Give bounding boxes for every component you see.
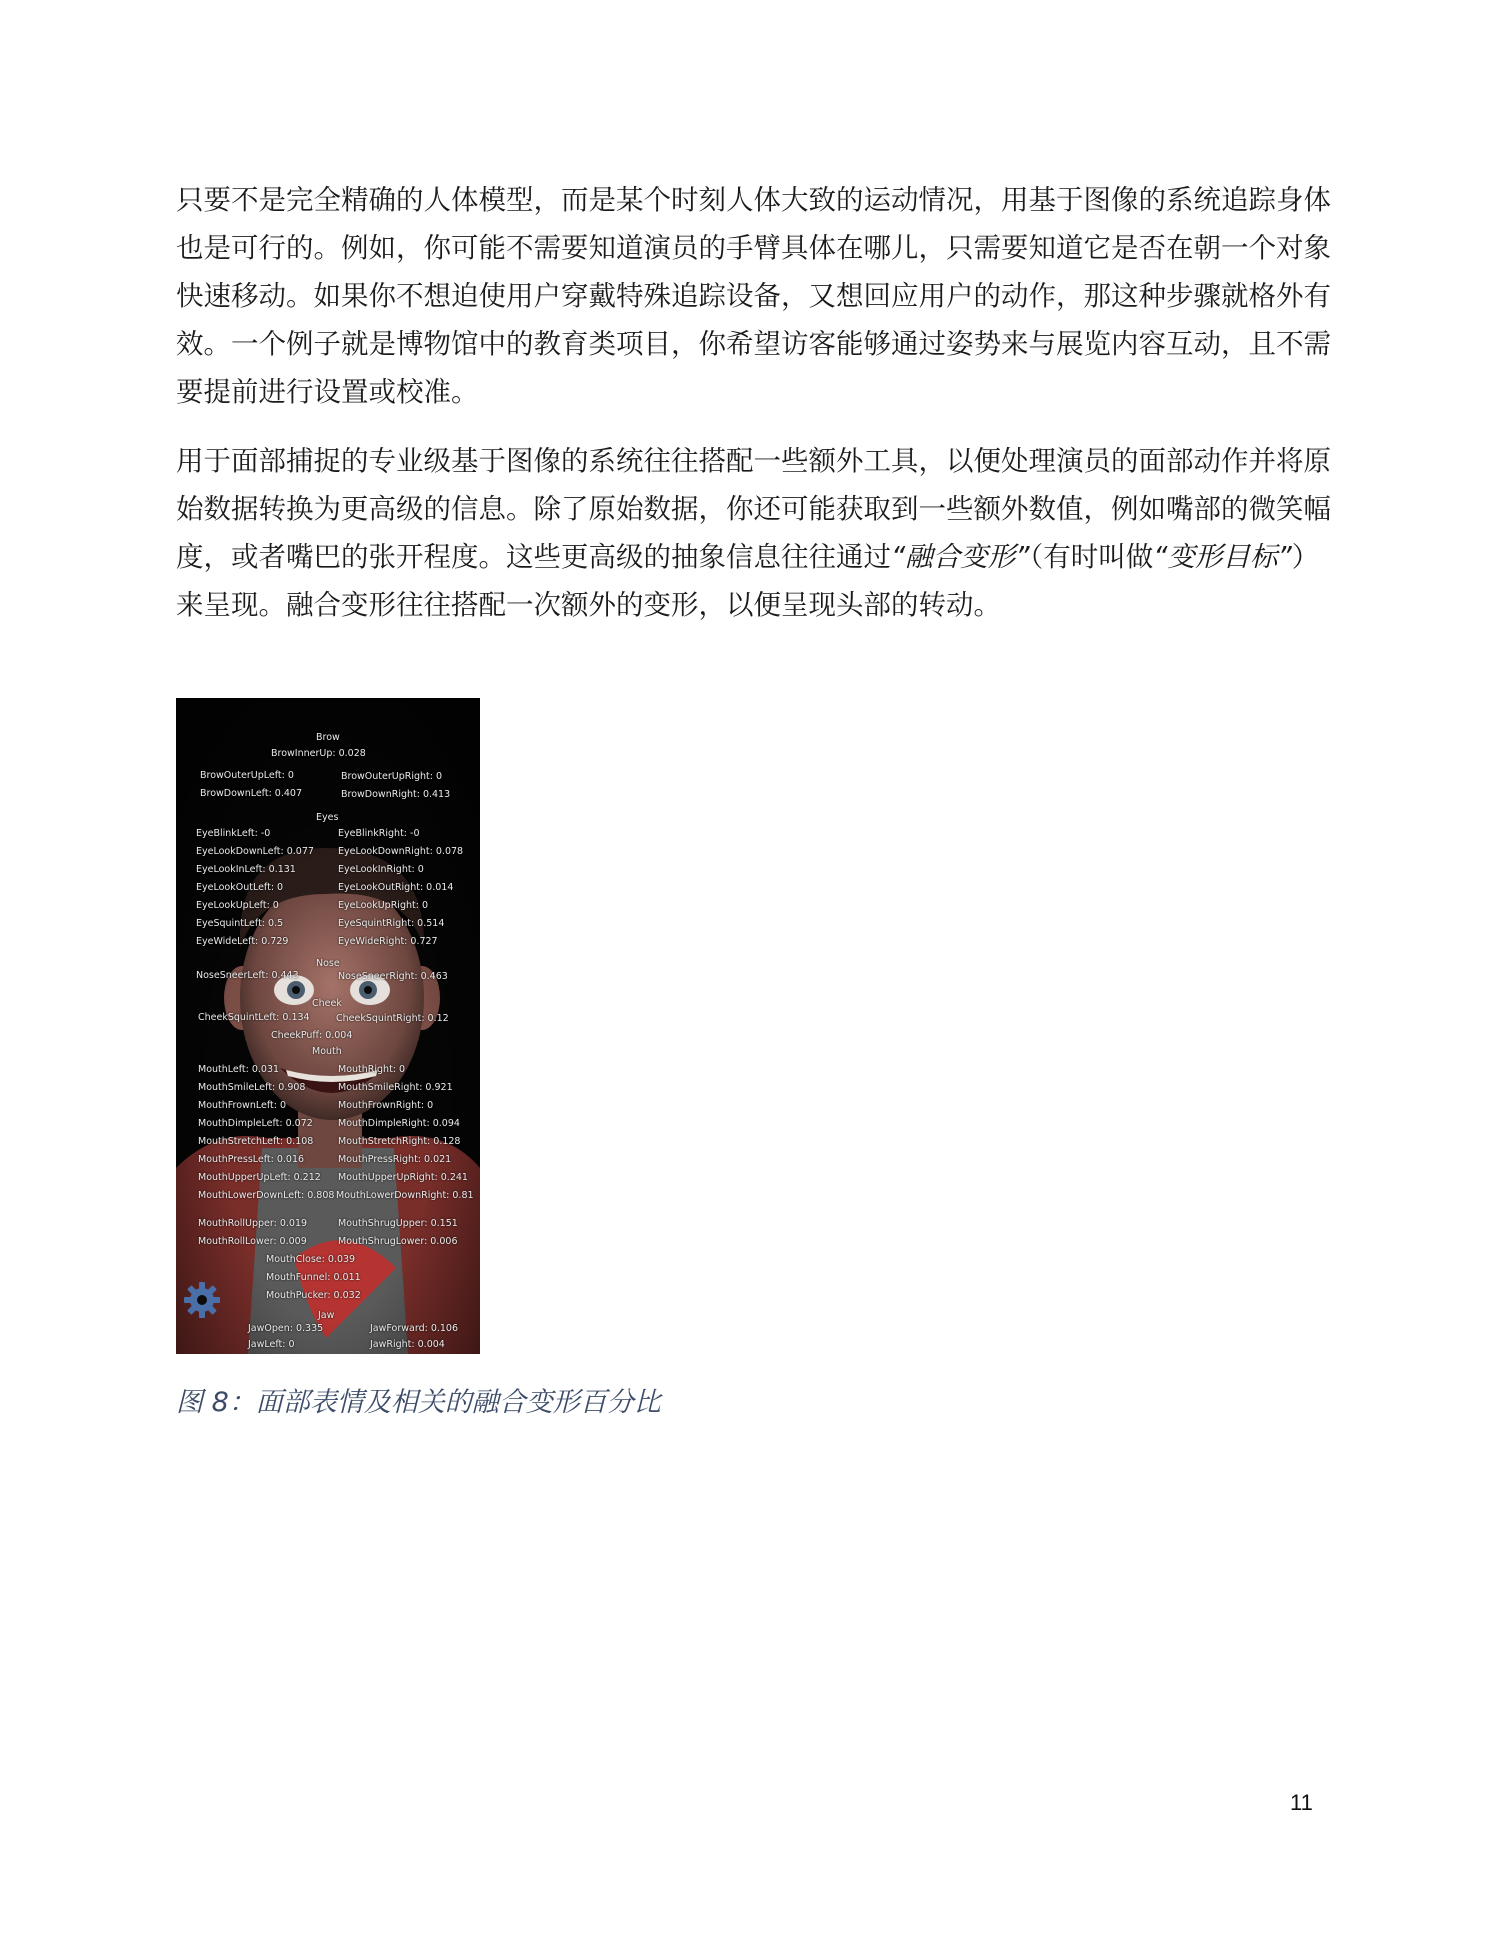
blendshape-value: EyeLookOutLeft: 0 xyxy=(196,882,284,893)
blendshape-value: JawLeft: 0 xyxy=(248,1339,295,1350)
blendshape-value: EyeSquintLeft: 0.5 xyxy=(196,918,284,929)
blendshape-value: BrowInnerUp: 0.028 xyxy=(271,748,366,759)
blendshape-value: BrowDownLeft: 0.407 xyxy=(200,788,303,799)
blendshape-value: MouthRollLower: 0.009 xyxy=(198,1236,307,1247)
section-mouth: Mouth xyxy=(312,1046,342,1057)
blendshape-value: EyeLookUpRight: 0 xyxy=(338,900,428,911)
page-number: 11 xyxy=(1290,1790,1313,1815)
blendshape-value: EyeLookDownRight: 0.078 xyxy=(338,846,464,857)
blendshape-value: MouthSmileLeft: 0.908 xyxy=(198,1082,306,1093)
paragraph-2 xyxy=(176,437,1336,629)
blendshape-value: NoseSneerRight: 0.463 xyxy=(338,971,448,982)
blendshape-value: BrowOuterUpRight: 0 xyxy=(341,771,443,782)
blendshape-value: MouthUpperUpLeft: 0.212 xyxy=(198,1172,321,1183)
blendshape-value: MouthRollUpper: 0.019 xyxy=(198,1218,308,1229)
blendshape-value: MouthPucker: 0.032 xyxy=(266,1290,361,1301)
section-eyes: Eyes xyxy=(316,812,339,823)
gear-icon[interactable] xyxy=(180,1278,224,1322)
blendshape-value: MouthDimpleLeft: 0.072 xyxy=(198,1118,313,1129)
blendshape-value: JawForward: 0.106 xyxy=(370,1323,459,1334)
blendshape-value: CheekSquintLeft: 0.134 xyxy=(198,1012,310,1023)
blendshape-value: MouthStretchRight: 0.128 xyxy=(338,1136,461,1147)
term-morph-target: “变形目标” xyxy=(1153,541,1292,573)
blendshape-value: MouthUpperUpRight: 0.241 xyxy=(338,1172,468,1183)
blendshape-value: MouthRight: 0 xyxy=(338,1064,406,1075)
term-blendshape: “融合变形” xyxy=(891,541,1030,573)
blendshape-value: EyeBlinkLeft: -0 xyxy=(196,828,271,839)
figure-caption: 图 8：面部表情及相关的融合变形百分比 xyxy=(176,1387,661,1418)
blendshape-value: NoseSneerLeft: 0.443 xyxy=(196,970,299,981)
blendshape-value: EyeLookInLeft: 0.131 xyxy=(196,864,296,875)
section-brow: Brow xyxy=(316,732,340,743)
section-cheek: Cheek xyxy=(312,998,342,1009)
face-capture-screenshot xyxy=(176,698,480,1354)
section-nose: Nose xyxy=(316,958,340,969)
blendshape-value: JawOpen: 0.335 xyxy=(248,1323,324,1334)
blendshape-value: EyeWideRight: 0.727 xyxy=(338,936,438,947)
blendshape-value: MouthFunnel: 0.011 xyxy=(266,1272,361,1283)
blendshape-value: CheekPuff: 0.004 xyxy=(271,1030,353,1041)
blendshape-value: EyeLookDownLeft: 0.077 xyxy=(196,846,314,857)
blendshape-value: BrowOuterUpLeft: 0 xyxy=(200,770,294,781)
blendshape-value: MouthLowerDownLeft: 0.808 xyxy=(198,1190,335,1201)
blendshape-value: CheekSquintRight: 0.12 xyxy=(336,1013,449,1024)
blendshape-value: MouthLeft: 0.031 xyxy=(198,1064,280,1075)
blendshape-value: MouthShrugUpper: 0.151 xyxy=(338,1218,458,1229)
blendshape-value: EyeBlinkRight: -0 xyxy=(338,828,420,839)
blendshape-value: EyeLookOutRight: 0.014 xyxy=(338,882,454,893)
blendshape-value: MouthPressLeft: 0.016 xyxy=(198,1154,305,1165)
blendshape-value: MouthShrugLower: 0.006 xyxy=(338,1236,458,1247)
blendshape-value: MouthPressRight: 0.021 xyxy=(338,1154,452,1165)
blendshape-value: MouthDimpleRight: 0.094 xyxy=(338,1118,460,1129)
blendshape-value: BrowDownRight: 0.413 xyxy=(341,789,451,800)
paragraph-2-text-b: （有时叫做 xyxy=(1029,541,1154,573)
blendshape-value: EyeSquintRight: 0.514 xyxy=(338,918,445,929)
blendshape-value: MouthStretchLeft: 0.108 xyxy=(198,1136,314,1147)
blendshape-value: EyeLookInRight: 0 xyxy=(338,864,424,875)
paragraph-1: 只要不是完全精确的人体模型，而是某个时刻人体大致的运动情况，用基于图像的系统追踪身体也是可行的。例如，你可能不需要知道演员的手臂具体在哪儿，只需要知道它是否在朝一个对象快速移动。如果你不想迫使用户穿戴特殊追踪设备，又想回应用户的动作，那这种步骤就格外有效。一个例子就是博物馆中的教育类项目，你希望访客能够通过姿势来与展览内容互动，且不需要提前进行设置或校准。 xyxy=(176,184,1331,408)
paragraph-2-text-a: 用于面部捕捉的专业级基于图像的系统往往搭配一些额外工具，以便处理演员的面部动作并将原始数据转换为更高级的信息。除了原始数据，你还可能获取到一些额外数值，例如嘴部的微笑幅度，或者嘴巴的张开程度。这些更高级的抽象信息往往通过 xyxy=(176,445,1331,573)
blendshape-value: EyeLookUpLeft: 0 xyxy=(196,900,279,911)
blendshape-value: MouthFrownLeft: 0 xyxy=(198,1100,286,1111)
blendshape-value: MouthFrownRight: 0 xyxy=(338,1100,434,1111)
section-jaw: Jaw xyxy=(318,1310,335,1321)
blendshape-value: MouthClose: 0.039 xyxy=(266,1254,356,1265)
blendshape-value: EyeWideLeft: 0.729 xyxy=(196,936,289,947)
blendshape-value: MouthLowerDownRight: 0.81 xyxy=(336,1190,474,1201)
blendshape-value: MouthSmileRight: 0.921 xyxy=(338,1082,453,1093)
blendshape-value: JawRight: 0.004 xyxy=(370,1339,445,1350)
paragraph-2-text-c: ）来呈现。融合变形往往搭配一次额外的变形，以便呈现头部的转动。 xyxy=(176,541,1320,621)
